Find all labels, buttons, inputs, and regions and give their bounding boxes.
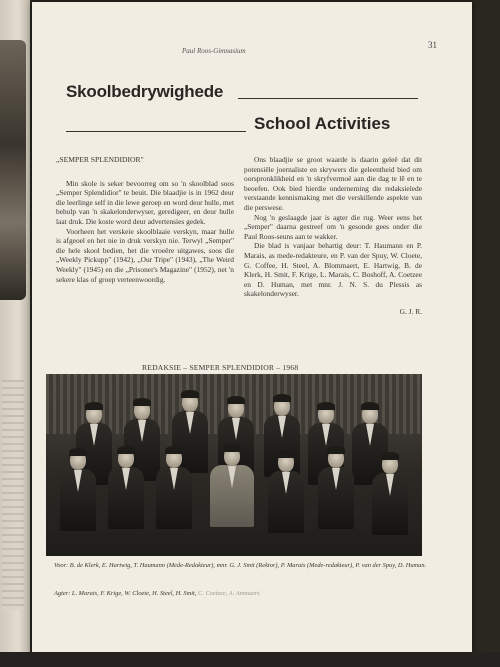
article-signature: G. J. R. (399, 306, 422, 316)
caption-back-faded: C. Coetzee, A. Ammaert. (197, 590, 261, 597)
running-head: Paul Roos-Gimnasium (182, 47, 246, 55)
photo-caption-back-row (54, 590, 434, 599)
photo-person (60, 450, 96, 530)
photo-heading: REDAKSIE – SEMPER SPLENDIDIOR – 1968 (142, 363, 299, 372)
photo-person (318, 448, 354, 528)
photo-person-rector (210, 446, 254, 526)
page-number: 31 (428, 40, 437, 50)
photo-person (156, 448, 192, 528)
photo-person (108, 448, 144, 528)
article-column-right (244, 155, 422, 317)
adjacent-page-portrait (0, 40, 26, 300)
article-paragraph: Min skole is seker bevoorreg om so 'n skoolblad soos „Semper Splendidior" te beuit. Die blaadjie is in 1962 deur die leerlinge self in die lewe geroep en word deur hulle, met behulp van 'n skakelonderwyser, geredigeer, en deur hulle laat druk. Die koste word deur advertensies gedek. (56, 178, 234, 226)
table-surface (0, 652, 500, 667)
article-paragraph: Ons blaadjie se groot waarde is daarin geleë dat dit potensiële joernaliste en skrywers die geleentheid bied om oorspronklikheid en 'n skryfvermoë aan die dag te lê en te beoefen. Ook bied hierdie onderneming die redaksielede verstaande kennismaking met die verskillende aspekte van die perswese. (244, 155, 422, 212)
article-column-left (56, 155, 234, 284)
article-paragraph: Die blad is vanjaar behartig deur: T. Haumann en P. Marais, as mede-redakteure, en P. van der Spuy, W. Cloete, G. Coffee, H. Steel, A. Blommaert, E. Hartwig, B. de Klerk, H. Smit, F. Krige, L. Marais, C. Boshoff, A. Coetzee en D. Human, met mnr. J. N. S. du Plessis as skakelonderwyser. (244, 241, 422, 299)
photo-person (268, 452, 304, 532)
photo-person (372, 454, 408, 534)
adjacent-page-edge (0, 0, 30, 667)
photo-caption-front-row: Voor: B. de Klerk, E. Hartwig, T. Haumann (Mede-Redakteur), mnr. G. J. Smit (Rektor), P. Marais (Mede-redakteur), P. van der Spuy, D. Human. (54, 562, 427, 569)
article-paragraph: Nog 'n geslaagde jaar is agter die rug. Weer eens het „Semper" daarna gestreef om 'n gesonde gees onder die Paul Roos-seuns aan te wakker. (244, 212, 422, 241)
adjacent-page-text (2, 380, 24, 610)
title-rule-english (66, 131, 246, 132)
group-photo (46, 374, 422, 556)
book-page (32, 2, 472, 652)
title-english: School Activities (254, 114, 391, 133)
caption-back-visible: Agter: L. Marais, F. Krige, W. Cloete, H. Steel, H. Smit, (54, 590, 197, 597)
article-paragraph: Voorheen het verskeie skoolblaaie verskyn, maar hulle is afgeoel en het nie in druk verskyn nie. Terwyl „Semper" die hele skool bedien, het die vroeëre uitgawes, soos die „Weekly Pickupp" (1942), „Our Tripe" (1943), „The Weird Weekly" (1945) en die „Prisoner's Magazine" (1952), net 'n sekere klas of groep verteenwoordig. (56, 226, 234, 284)
article-subheading: „SEMPER SPLENDIDIOR" (56, 155, 144, 164)
title-afrikaans: Skoolbedrywighede (66, 82, 224, 101)
title-rule-afrikaans (238, 98, 418, 99)
